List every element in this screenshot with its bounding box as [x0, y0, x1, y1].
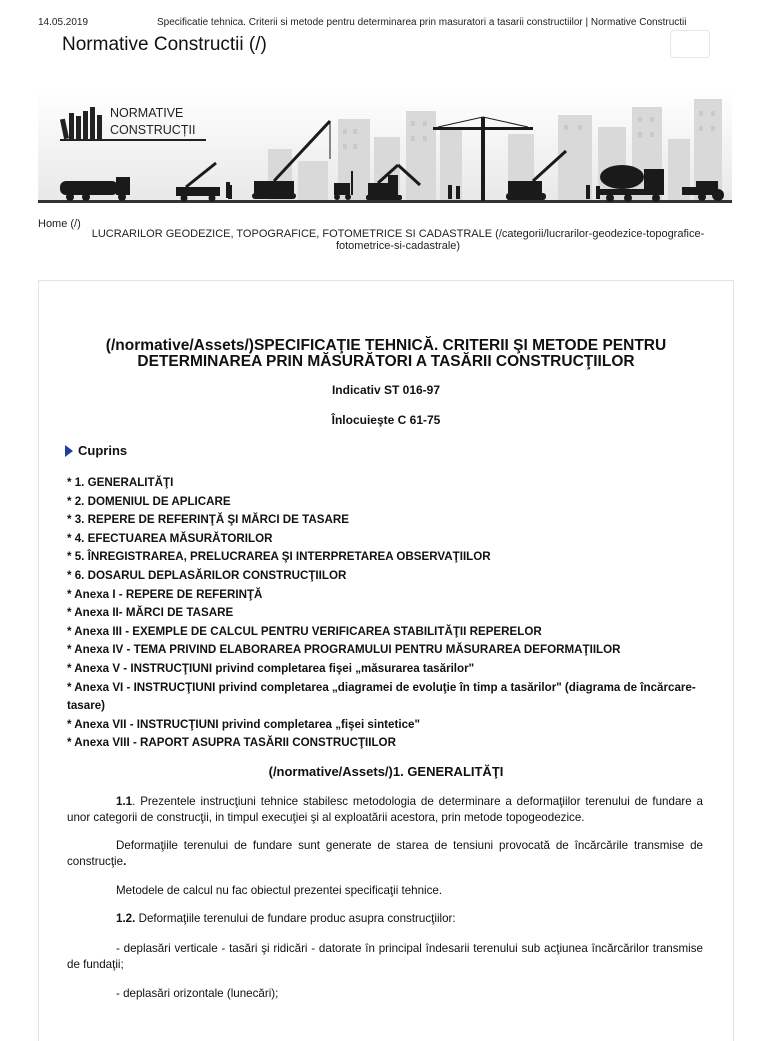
section-heading: (/normative/Assets/)1. GENERALITĂŢI	[268, 764, 504, 779]
paragraph-end: .	[123, 855, 127, 868]
site-banner	[38, 89, 732, 203]
toc-item[interactable]: * 1. GENERALITĂŢI	[67, 476, 174, 489]
toc-item[interactable]: * 6. DOSARUL DEPLASĂRILOR CONSTRUCŢIILOR	[67, 568, 347, 582]
paragraph-text: Deformaţiile terenului de fundare produc asupra construcţiilor:	[135, 912, 456, 925]
document-title	[39, 338, 733, 370]
breadcrumb-category-line2: fotometrice-si-cadastrale)	[335, 240, 461, 252]
inlocuieste: Înlocuieşte C 61-75	[331, 413, 441, 427]
breadcrumb	[38, 218, 738, 252]
paragraph-text: - deplasări orizontale (lunecări);	[116, 987, 279, 1000]
breadcrumb-home-link[interactable]: Home (/)	[38, 218, 81, 230]
paragraph-number: 1.1	[116, 795, 133, 808]
document-title-line1: (/normative/Assets/)SPECIFICAŢIE TEHNICĂ. CRITERII ŞI METODE PENTRU	[105, 337, 667, 354]
toc-item[interactable]: * Anexa I - REPERE DE REFERINŢĂ	[67, 587, 263, 601]
table-of-contents	[67, 474, 707, 753]
caret-right-icon	[65, 445, 73, 457]
paragraph-2	[67, 838, 703, 870]
document-title-line2: DETERMINAREA PRIN MĂSURĂTORI A TASĂRII CONSTRUCŢIILOR	[137, 353, 635, 370]
toc-item[interactable]: * 3. REPERE DE REFERINŢĂ ŞI MĂRCI DE TASARE	[67, 513, 349, 527]
site-title-link[interactable]: Normative Constructii (/)	[62, 34, 267, 55]
paragraph-text: - deplasări verticale - tasări şi ridicări - datorate în principal îndesarii terenului sub acţiunea încărcărilor transmise de fundaţii;	[67, 942, 703, 971]
toc-item[interactable]: * Anexa II- MĂRCI DE TASARE	[67, 606, 234, 620]
toc-toggle[interactable]	[65, 443, 127, 458]
paragraph-text: Deformaţiile terenului de fundare sunt generate de starea de tensiuni provocată de încărcările transmise de construcţie	[67, 839, 703, 868]
toc-item[interactable]: * 4. EFECTUAREA MĂSURĂTORILOR	[67, 531, 273, 545]
toc-toggle-label: Cuprins	[78, 443, 128, 458]
paragraph-1-1	[67, 794, 703, 826]
toc-item[interactable]: * Anexa III - EXEMPLE DE CALCUL PENTRU VERIFICAREA STABILITĂŢII REPERELOR	[67, 624, 542, 638]
paragraph-3	[67, 883, 703, 899]
toc-item[interactable]: * Anexa VI - INSTRUCŢIUNI privind completarea „diagramei de evoluţie în timp a tasărilor" (diagrama de încărcare-tasare)	[67, 680, 696, 713]
breadcrumb-category-line1: LUCRARILOR GEODEZICE, TOPOGRAFICE, FOTOMETRICE SI CADASTRALE (/categorii/lucrarilor-geodezice-topografice-	[91, 228, 705, 240]
logo-text-line1: NORMATIVE	[110, 106, 184, 120]
indicativ: Indicativ ST 016-97	[331, 383, 441, 397]
toc-item[interactable]: * Anexa IV - TEMA PRIVIND ELABORAREA PROGRAMULUI PENTRU MĂSURAREA DEFORMAŢIILOR	[67, 643, 621, 657]
paragraph-5	[67, 941, 703, 973]
toc-item[interactable]: * 5. ÎNREGISTRAREA, PRELUCRAREA ŞI INTERPRETAREA OBSERVAŢIILOR	[67, 550, 491, 564]
logo-text-line2: CONSTRUCȚII	[110, 123, 196, 137]
paragraph-text: . Prezentele instrucţiuni tehnice stabilesc metodologia de determinare a deformaţiilor terenului de fundare a unor categorii de construcţii, in timpul execuţiei şi al exploatării acestora, prin metode topogeodezice.	[67, 795, 703, 824]
print-page-title: Specificatie tehnica. Criterii si metode pentru determinarea prin masuratori a tasarii constructiilor | Normative Constructii	[157, 17, 687, 28]
paragraph-text: Metodele de calcul nu fac obiectul prezentei specificaţii tehnice.	[116, 884, 443, 897]
toc-item[interactable]: * Anexa VIII - RAPORT ASUPRA TASĂRII CONSTRUCŢIILOR	[67, 736, 396, 750]
menu-toggle-button[interactable]	[670, 30, 710, 58]
print-date: 14.05.2019	[38, 17, 89, 28]
toc-item[interactable]: * Anexa V - INSTRUCŢIUNI privind completarea fişei „măsurarea tasărilor"	[67, 661, 475, 675]
paragraph-number: 1.2.	[116, 912, 136, 925]
paragraph-6	[67, 986, 703, 1002]
paragraph-1-2	[67, 911, 703, 927]
toc-item[interactable]: * 2. DOMENIUL DE APLICARE	[67, 494, 231, 508]
breadcrumb-category-link[interactable]	[38, 228, 738, 252]
document-card	[38, 280, 734, 1041]
toc-item[interactable]: * Anexa VII - INSTRUCŢIUNI privind completarea „fişei sintetice"	[67, 717, 420, 731]
